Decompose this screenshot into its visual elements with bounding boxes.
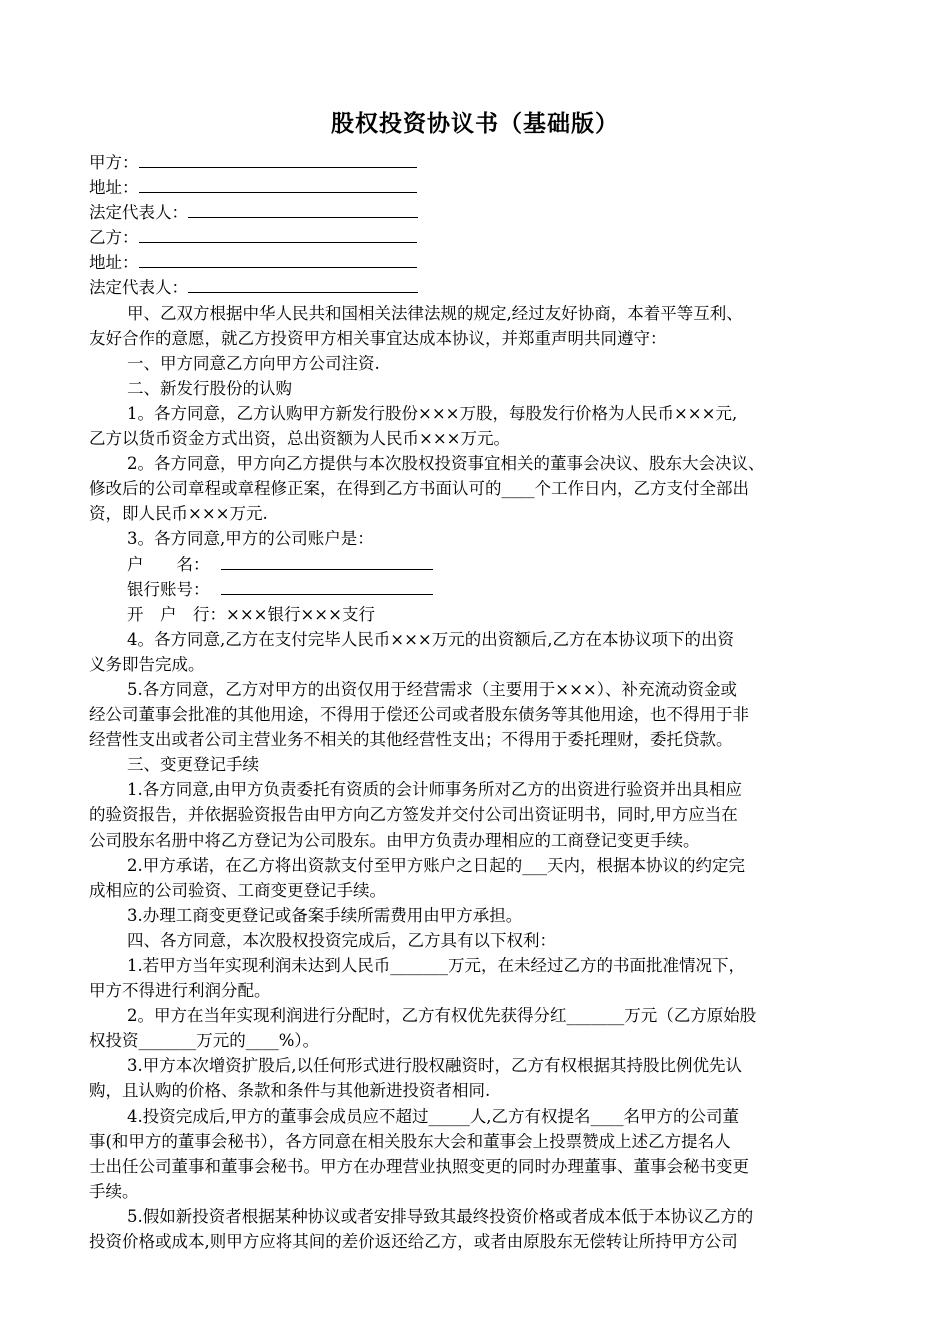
clause-line: 成相应的公司验资、工商变更登记手续。 bbox=[89, 880, 386, 900]
clause-line: 2。各方同意，甲方向乙方提供与本次股权投资事宜相关的董事会决议、股东大会决议、 bbox=[127, 454, 765, 474]
clause-line: 义务即告完成。 bbox=[89, 654, 205, 674]
clause-line: 经营性支出或者公司主营业务不相关的其他经营性支出；不得用于委托理财，委托贷款。 bbox=[89, 730, 733, 750]
party-b-address-label: 地址： bbox=[89, 253, 139, 273]
intro-line: 甲、乙双方根据中华人民共和国相关法律法规的规定,经过友好协商，本着平等互利、 bbox=[127, 303, 743, 323]
account-number-label: 银行账号： bbox=[127, 579, 210, 599]
document-title: 股权投资协议书（基础版） bbox=[331, 111, 619, 137]
clause-line: 2。甲方在当年实现利润进行分配时，乙方有权优先获得分红_______万元（乙方原始股 bbox=[127, 1006, 757, 1026]
party-a-rep-field bbox=[89, 200, 869, 225]
party-b-address-field bbox=[89, 250, 869, 275]
party-a-rep-label: 法定代表人： bbox=[89, 203, 188, 223]
account-number-blank bbox=[221, 579, 433, 595]
clause-line: 3。各方同意,甲方的公司账户是： bbox=[127, 529, 374, 549]
party-b-field bbox=[89, 225, 869, 250]
clause-line: 1.若甲方当年实现利润未达到人民币_______万元，在未经过乙方的书面批准情况下， bbox=[127, 956, 745, 975]
account-name-blank bbox=[221, 554, 433, 570]
account-name-label: 户 名： bbox=[127, 554, 210, 574]
clause-line: 士出任公司董事和董事会秘书。甲方在办理营业执照变更的同时办理董事、董事会秘书变更 bbox=[89, 1156, 749, 1176]
section-heading: 一、甲方同意乙方向甲方公司注资. bbox=[127, 353, 380, 373]
party-a-label: 甲方： bbox=[89, 153, 139, 172]
clause-line: 公司股东名册中将乙方登记为公司股东。由甲方负责办理相应的工商登记变更手续。 bbox=[89, 830, 700, 850]
clause-line: 经公司董事会批准的其他用途，不得用于偿还公司或者股东债务等其他用途，也不得用于非 bbox=[89, 705, 749, 725]
intro-line: 友好合作的意愿，就乙方投资甲方相关事宜达成本协议，并郑重声明共同遵守： bbox=[89, 328, 667, 348]
party-a-address-label: 地址： bbox=[89, 178, 139, 198]
clause-line: 权投资_______万元的____%）。 bbox=[89, 1031, 320, 1051]
section-heading: 二、新发行股份的认购 bbox=[127, 378, 292, 398]
account-name-field bbox=[89, 552, 869, 577]
clause-line: 1。各方同意，乙方认购甲方新发行股份×××万股，每股发行价格为人民币×××元, bbox=[127, 403, 738, 423]
clause-line: 事(和甲方的董事会秘书），各方同意在相关股东大会和董事会上投票赞成上述乙方提名人 bbox=[89, 1131, 731, 1151]
party-b-label: 乙方： bbox=[89, 228, 139, 248]
party-a-field bbox=[89, 150, 869, 175]
clause-line: 的验资报告，并依据验资报告由甲方向乙方签发并交付公司出资证明书，同时,甲方应当在 bbox=[89, 805, 738, 825]
party-a-blank bbox=[139, 152, 417, 168]
clause-line: 购，且认购的价格、条款和条件与其他新进投资者相同. bbox=[89, 1081, 491, 1101]
clause-line: 甲方不得进行利润分配。 bbox=[89, 981, 271, 1001]
party-b-address-blank bbox=[139, 252, 417, 268]
party-b-rep-label: 法定代表人： bbox=[89, 278, 188, 298]
document-body bbox=[89, 150, 869, 1254]
clause-line: 5.假如新投资者根据某种协议或者安排导致其最终投资价格或者成本低于本协议乙方的 bbox=[127, 1206, 754, 1226]
party-b-rep-blank bbox=[188, 277, 418, 293]
section-heading: 三、变更登记手续 bbox=[127, 755, 259, 775]
clause-line: 4。各方同意,乙方在支付完毕人民币×××万元的出资额后,乙方在本协议项下的出资 bbox=[127, 629, 734, 649]
clause-line: 资，即人民币×××万元. bbox=[89, 504, 268, 524]
clause-line: 4.投资完成后,甲方的董事会成员应不超过_____人,乙方有权提名____名甲方的公司董 bbox=[127, 1106, 739, 1126]
clause-line: 手续。 bbox=[89, 1181, 139, 1201]
clause-line: 1.各方同意,由甲方负责委托有资质的会计师事务所对乙方的出资进行验资并出具相应 bbox=[127, 780, 742, 800]
party-b-rep-field bbox=[89, 275, 869, 300]
clause-line: 5.各方同意，乙方对甲方的出资仅用于经营需求（主要用于×××）、补充流动资金或 bbox=[127, 679, 737, 699]
party-a-rep-blank bbox=[188, 202, 418, 218]
clause-line: 乙方以货币资金方式出资，总出资额为人民币×××万元。 bbox=[89, 429, 510, 449]
account-number-field bbox=[89, 577, 869, 602]
clause-line: 2.甲方承诺，在乙方将出资款支付至甲方账户之日起的___天内，根据本协议的约定完 bbox=[127, 855, 745, 875]
clause-line: 3.办理工商变更登记或备案手续所需费用由甲方承担。 bbox=[127, 905, 523, 925]
section-heading: 四、各方同意，本次股权投资完成后，乙方具有以下权利： bbox=[127, 930, 556, 950]
clause-line: 修改后的公司章程或章程修正案，在得到乙方书面认可的____个工作日内，乙方支付全部出 bbox=[89, 479, 749, 499]
party-a-address-blank bbox=[139, 177, 417, 193]
clause-line: 3.甲方本次增资扩股后,以任何形式进行股权融资时，乙方有权根据其持股比例优先认 bbox=[127, 1056, 742, 1076]
account-bank-line: 开 户 行：×××银行×××支行 bbox=[127, 604, 375, 624]
party-a-address-field bbox=[89, 175, 869, 200]
party-b-blank bbox=[139, 227, 417, 243]
clause-line: 投资价格或成本,则甲方应将其间的差价返还给乙方，或者由原股东无偿转让所持甲方公司 bbox=[89, 1232, 738, 1252]
